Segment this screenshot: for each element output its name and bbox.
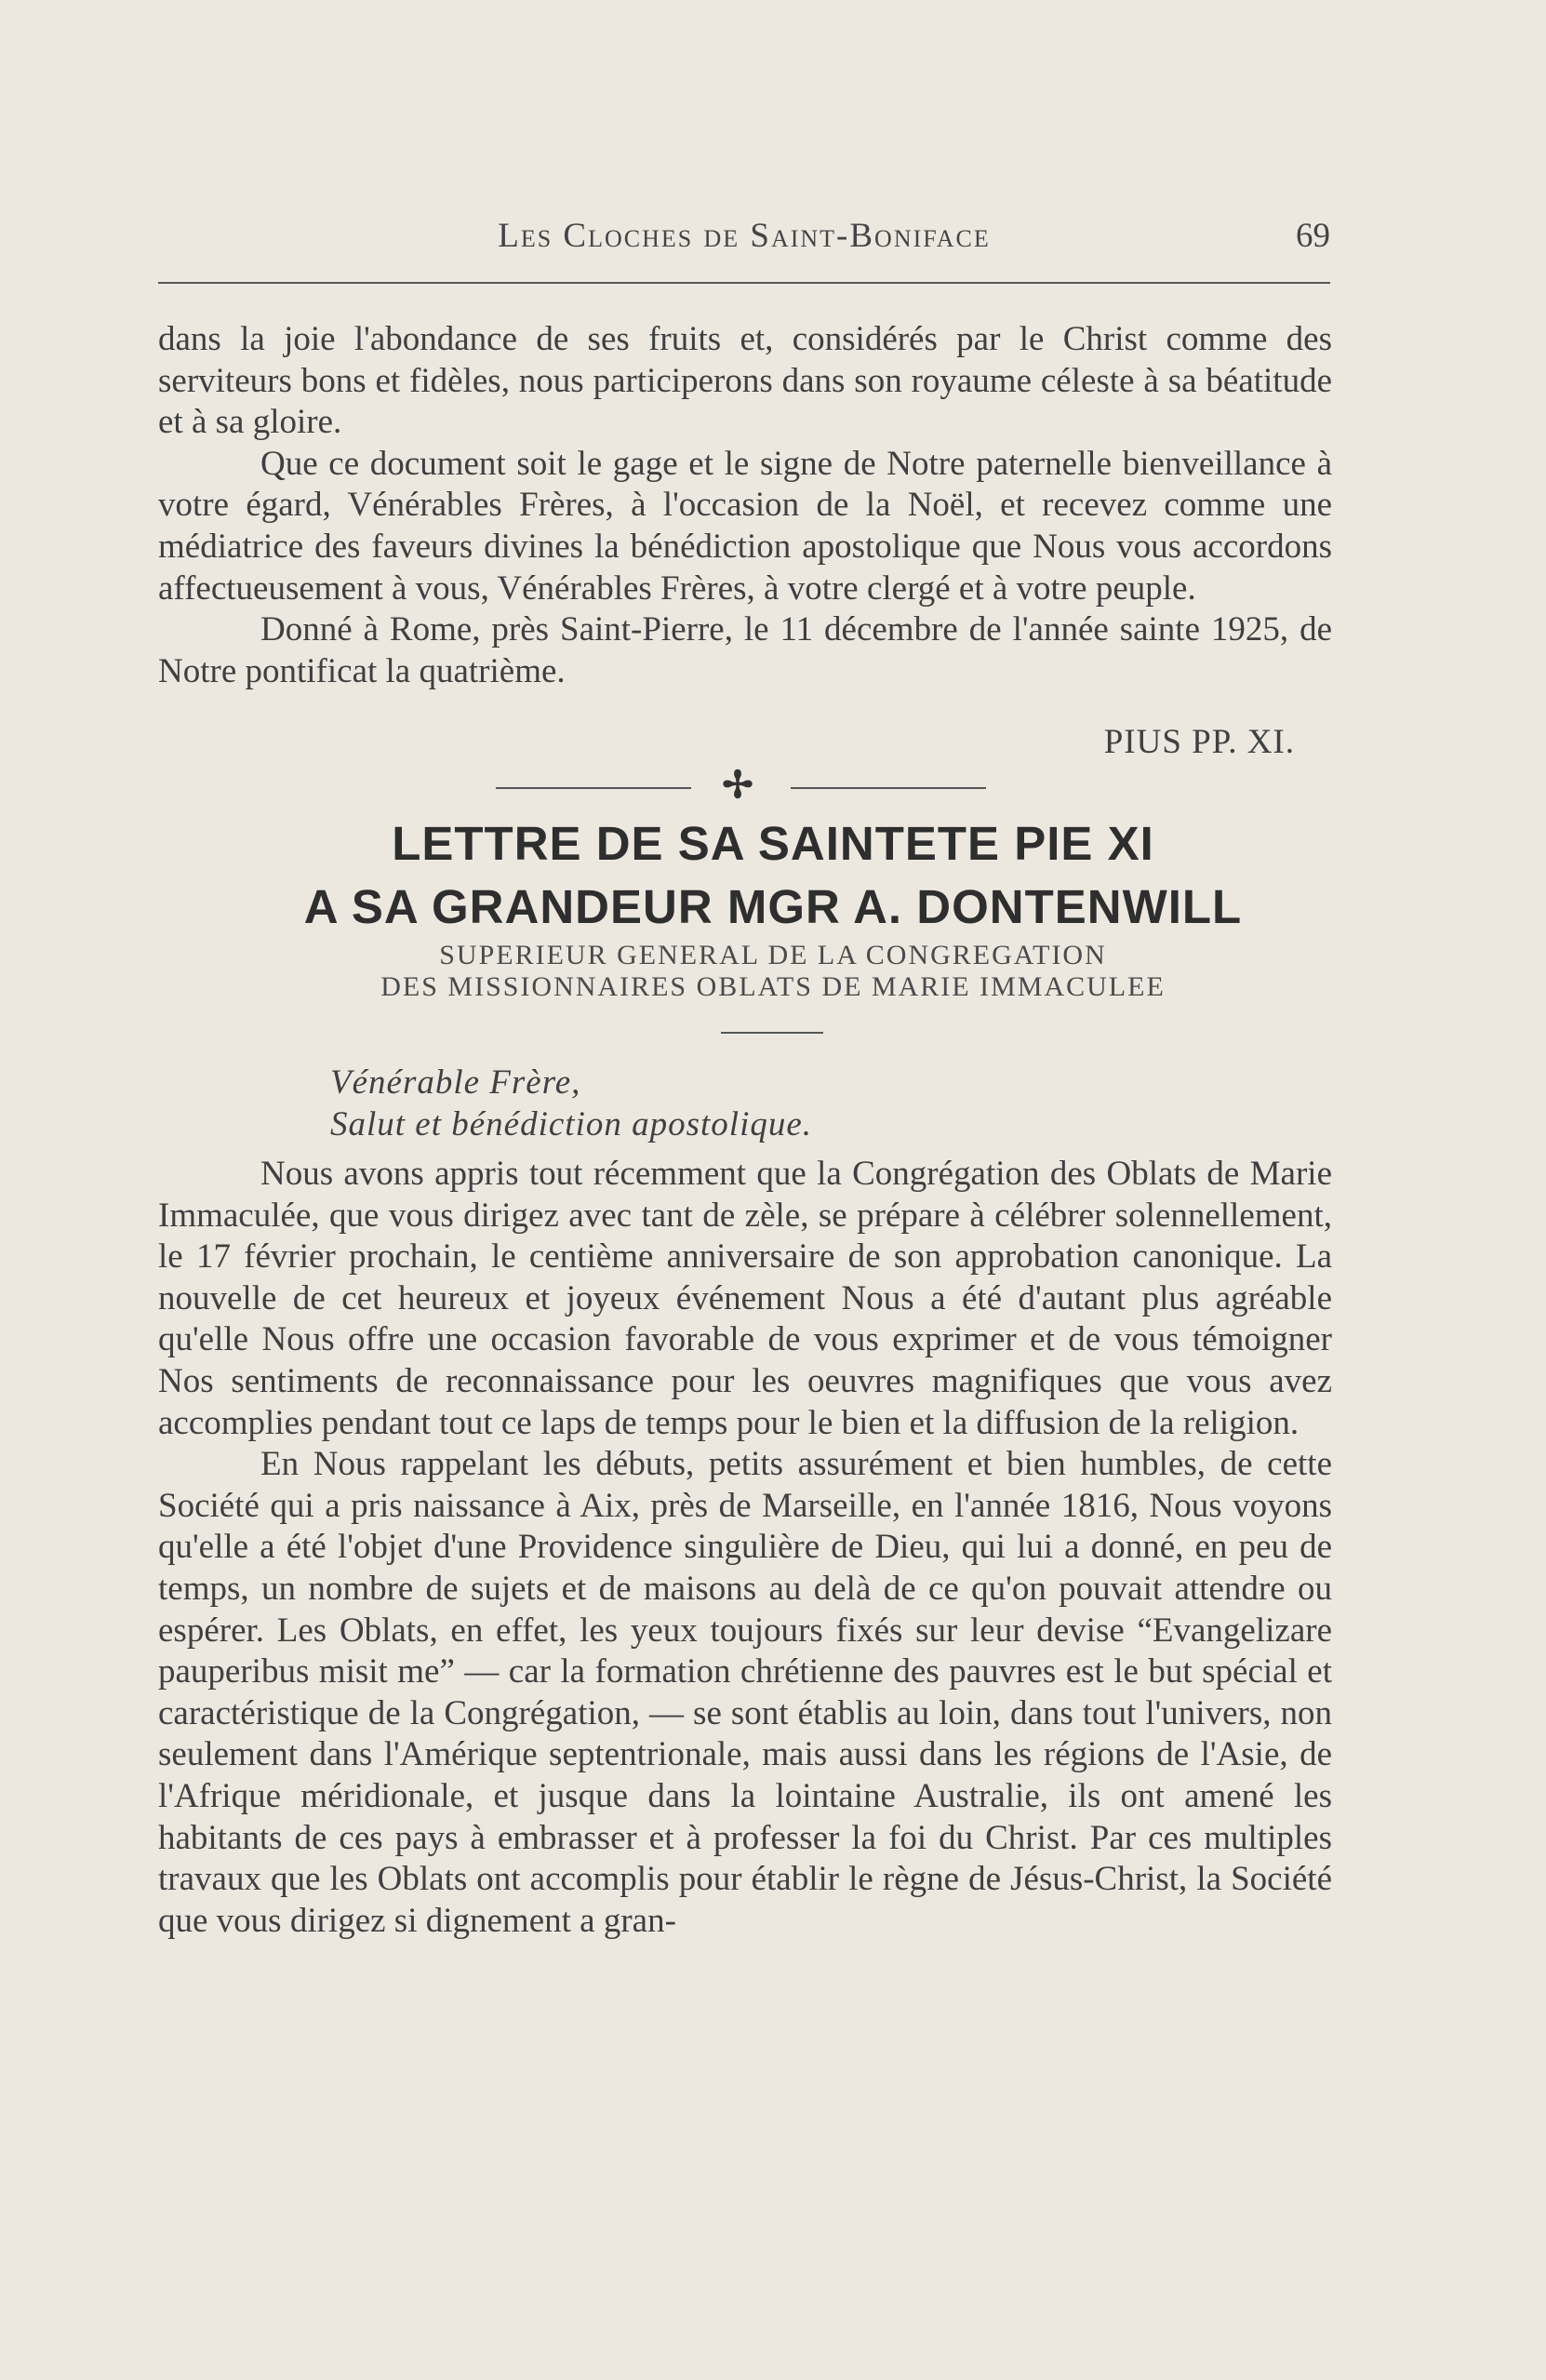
signature: PIUS PP. XI. — [1103, 723, 1295, 761]
encyclical-closing-text — [158, 319, 1332, 692]
title-rule — [721, 1032, 823, 1034]
letter-subtitle-line-1: SUPERIEUR GENERAL DE LA CONGREGATION — [439, 940, 1107, 970]
page-number: 69 — [1296, 217, 1330, 255]
running-title: Les Cloches de Saint-Boniface — [498, 217, 991, 255]
divider-line-left — [496, 787, 691, 789]
section-divider — [0, 763, 1546, 808]
running-header — [158, 216, 1330, 257]
letter-title-line-1: LETTRE DE SA SAINTETE PIE XI — [392, 817, 1154, 870]
letter-subtitle-line-2: DES MISSIONNAIRES OBLATS DE MARIE IMMACULEE — [380, 971, 1166, 1002]
cross-ornament-icon: ✢ — [722, 764, 753, 806]
salutation-line-1: Vénérable Frère, — [330, 1063, 581, 1102]
letter-title-line-2: A SA GRANDEUR MGR A. DONTENWILL — [303, 880, 1243, 933]
paragraph-date: Donné à Rome, près Saint-Pierre, le 11 décembre de l'année sainte 1925, de Notre pontificat la quatrième. — [158, 610, 1332, 690]
paragraph-blessing: Que ce document soit le gage et le signe de Notre paternelle bienveillance à votre égard, Vénérables Frères, à l'occasion de la Noël, et recevez comme une médiatrice des faveurs divines la bénédiction apostolique que Nous vous accordons affectueusement à vous, Vénérables Frères, à votre clergé et à votre peuple. — [158, 444, 1332, 608]
letter-body — [158, 1154, 1332, 1942]
paragraph-continuation: dans la joie l'abondance de ses fruits et, considérés par le Christ comme des serviteurs bons et fidèles, nous participerons dans son royaume céleste à sa béatitude et à sa gloire. — [158, 320, 1332, 442]
body-paragraph-2: En Nous rappelant les débuts, petits assurément et bien humbles, de cette Société qui a pris naissance à Aix, près de Marseille, en l'année 1816, Nous voyons qu'elle a été l'objet d'une Providence singulière de Dieu, qui lui a donné, en peu de temps, un nombre de sujets et de maisons au delà de ce qu'on pouvait attendre ou espérer. Les Oblats, en effet, les yeux toujours fixés sur leur devise “Evangelizare pauperibus misit me” — car la formation chrétienne des pauvres est le but spécial et caractéristique de la Congrégation, — se sont établis au loin, dans tout l'univers, non seulement dans l'Amérique septentrionale, mais aussi dans les régions de l'Asie, de l'Afrique méridionale, et jusque dans la lointaine Australie, ils ont amené les habitants de ces pays à embrasser et à professer la foi du Christ. Par ces multiples travaux que les Oblats ont accomplis pour établir le règne de Jésus-Christ, la Société que vous dirigez si dignement a gran- — [158, 1445, 1332, 1940]
divider-line-right — [791, 787, 986, 789]
body-paragraph-1: Nous avons appris tout récemment que la Congrégation des Oblats de Marie Immaculée, que vous dirigez avec tant de zèle, se prépare à célébrer solennellement, le 17 février prochain, le centième anniversaire de son approbation canonique. La nouvelle de cet heureux et joyeux événement Nous a été d'autant plus agréable qu'elle Nous offre une occasion favorable de vous exprimer et de vous témoigner Nos sentiments de reconnaissance pour les oeuvres magnifiques que vous avez accomplies pendant tout ce laps de temps pour le bien et la diffusion de la religion. — [158, 1155, 1332, 1442]
salutation-line-2: Salut et bénédiction apostolique. — [330, 1105, 813, 1143]
header-rule — [158, 282, 1330, 284]
